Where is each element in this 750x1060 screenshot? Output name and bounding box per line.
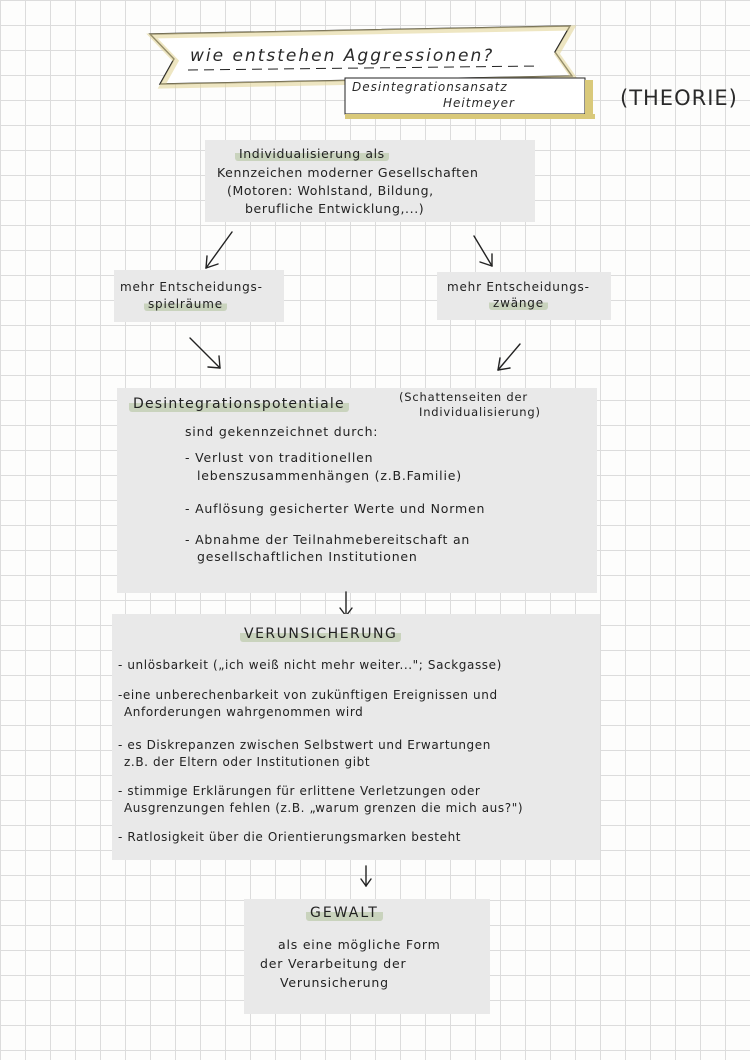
potentials-box (117, 388, 597, 593)
uncertainty-item-1: - unlösbarkeit („ich weiß nicht mehr weiter..."; Sackgasse) (118, 658, 502, 672)
potentials-item-3-line-2: gesellschaftlichen Institutionen (197, 549, 418, 564)
potentials-note-line-2: Individualisierung) (419, 405, 541, 419)
title-banner (140, 14, 600, 124)
subtitle-approach: Desintegrationsansatz (352, 80, 508, 94)
potentials-item-2: - Auflösung gesicherter Werte und Normen (185, 501, 486, 516)
more-choices-line-2: spielräume (144, 297, 227, 311)
individualization-line-3: (Motoren: Wohlstand, Bildung, (227, 183, 434, 198)
potentials-heading: Desintegrationspotentiale (129, 396, 349, 412)
violence-line-2: der Verarbeitung der (260, 956, 407, 971)
individualization-line-1: Individualisierung als (235, 146, 389, 161)
uncertainty-item-4-line-2: Ausgrenzungen fehlen (z.B. „warum grenzen die mich aus?") (124, 801, 524, 815)
individualization-line-4: berufliche Entwicklung,...) (245, 201, 425, 216)
uncertainty-item-3-line-1: - es Diskrepanzen zwischen Selbstwert und Erwartungen (118, 738, 491, 752)
potentials-item-1-line-1: - Verlust von traditionellen (185, 450, 374, 465)
potentials-item-1-line-2: lebenszusammenhängen (z.B.Familie) (197, 468, 462, 483)
more-constraints-line-1: mehr Entscheidungs- (447, 280, 590, 294)
potentials-intro: sind gekennzeichnet durch: (185, 424, 379, 439)
more-constraints-line-2: zwänge (489, 296, 548, 310)
potentials-item-3-line-1: - Abnahme der Teilnahmebereitschaft an (185, 532, 471, 547)
arrow-to-potentials-right (494, 340, 526, 376)
uncertainty-item-5: - Ratlosigkeit über die Orientierungsmarken besteht (118, 830, 462, 844)
arrow-to-violence (356, 864, 376, 890)
more-choices-line-1: mehr Entscheidungs- (120, 280, 263, 294)
violence-box (244, 899, 490, 1014)
uncertainty-item-2-line-1: -eine unberechenbarkeit von zukünftigen Ereignissen und (118, 688, 498, 702)
individualization-box (205, 140, 535, 222)
uncertainty-box (112, 614, 600, 860)
arrow-to-potentials-left (186, 334, 226, 374)
more-choices-box (114, 270, 284, 322)
potentials-note-line-1: (Schattenseiten der (399, 390, 528, 404)
theory-tag: (THEORIE) (620, 86, 738, 110)
subtitle-author: Heitmeyer (443, 96, 515, 110)
individualization-line-2: Kennzeichen moderner Gesellschaften (217, 165, 479, 180)
uncertainty-heading: VERUNSICHERUNG (240, 626, 401, 642)
violence-heading: GEWALT (306, 905, 383, 921)
uncertainty-item-4-line-1: - stimmige Erklärungen für erlittene Verletzungen oder (118, 784, 481, 798)
violence-line-3: Verunsicherung (280, 975, 389, 990)
violence-line-1: als eine mögliche Form (278, 937, 441, 952)
arrow-down-left (200, 228, 240, 273)
more-constraints-box (437, 272, 611, 320)
page-title: wie entstehen Aggressionen? (190, 46, 495, 66)
uncertainty-item-2-line-2: Anforderungen wahrgenommen wird (124, 705, 364, 719)
uncertainty-item-3-line-2: z.B. der Eltern oder Institutionen gibt (124, 755, 371, 769)
arrow-down-right (470, 232, 500, 272)
